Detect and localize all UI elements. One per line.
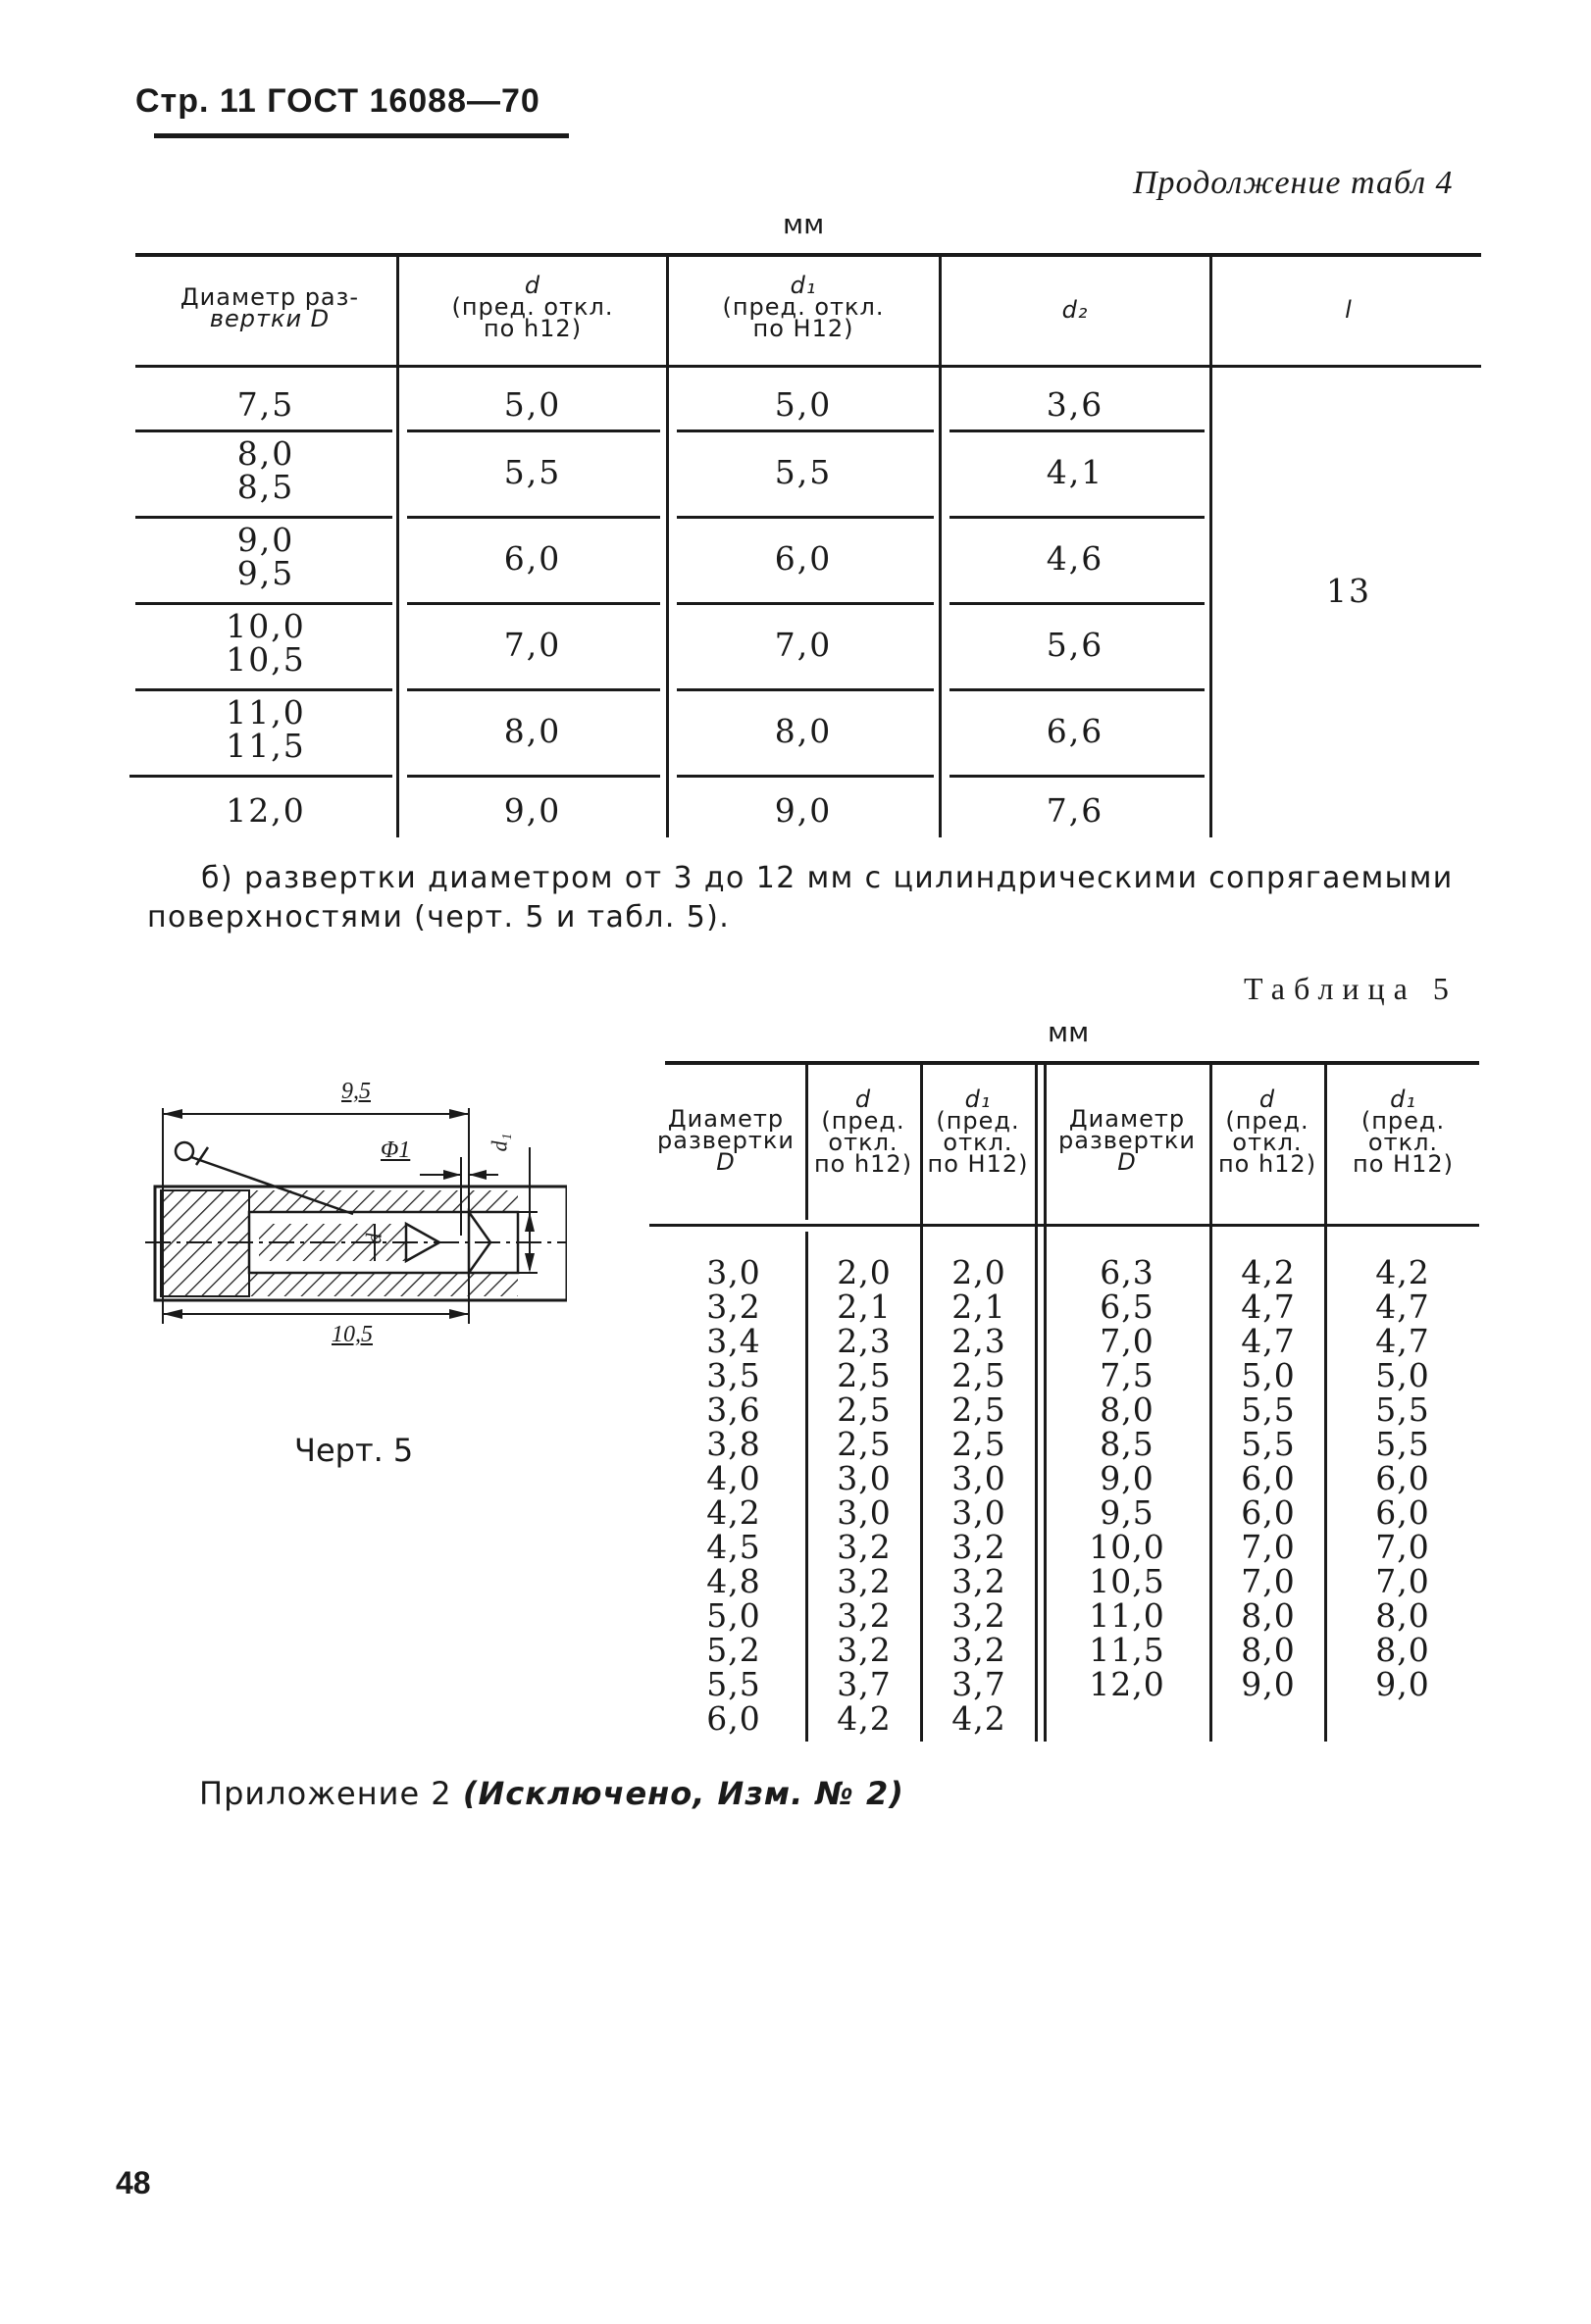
table5-header-d-right: d (пред. откл. по h12) — [1217, 1086, 1317, 1178]
table5-cell: 5,5 — [1241, 1425, 1296, 1463]
paragraph-line-1: б) развертки диаметром от 3 до 12 мм с цилиндрическими сопрягаемыми — [201, 861, 1454, 895]
page-number: 48 — [116, 2165, 151, 2200]
table4-row-rule — [949, 429, 1205, 432]
table5-cell: 3,2 — [837, 1562, 892, 1600]
table4-header-d: d (пред. откл. по h12) — [451, 272, 614, 342]
table5-cell: 3,0 — [837, 1459, 892, 1497]
table5-col-d-right — [1214, 1255, 1322, 1701]
table5-header-D-left: Диаметр развертки D — [657, 1105, 795, 1176]
table5-cell: 6,0 — [1375, 1459, 1430, 1497]
table5-cell: 4,7 — [1375, 1288, 1430, 1326]
table5-cell: 2,5 — [951, 1390, 1006, 1429]
table5-cell: 5,0 — [706, 1596, 761, 1635]
table5-cell: 10,0 — [1089, 1528, 1165, 1566]
table4-header-rule — [135, 365, 1481, 368]
table5-cell: 3,2 — [951, 1528, 1006, 1566]
table4-cell-D: 12,0 — [226, 791, 306, 830]
table5-cell: 3,2 — [706, 1288, 761, 1326]
table5-cell: 9,0 — [1241, 1665, 1296, 1703]
drawing-chert5 — [145, 1069, 567, 1392]
table5-cell: 3,0 — [706, 1253, 761, 1291]
dimension-d: d — [361, 1233, 386, 1244]
table4-row-rule — [129, 775, 392, 778]
table5-top-rule — [665, 1061, 1479, 1065]
table5-cell: 5,5 — [1375, 1425, 1430, 1463]
table4-row-rule — [677, 775, 934, 778]
table5-cell: 3,2 — [951, 1562, 1006, 1600]
table5-cell: 3,4 — [706, 1322, 761, 1360]
table5-cell: 4,2 — [706, 1493, 761, 1532]
table5-cell: 2,3 — [837, 1322, 892, 1360]
table5-cell: 8,0 — [1375, 1596, 1430, 1635]
table5-cell: 6,0 — [1241, 1493, 1296, 1532]
table5-cell: 9,5 — [1100, 1493, 1155, 1532]
table4-cell-d2: 6,6 — [1046, 712, 1104, 750]
table4-row-rule — [407, 429, 660, 432]
table5-cell: 2,3 — [951, 1322, 1006, 1360]
table5-cell: 7,5 — [1100, 1356, 1155, 1394]
page-header: Стр. 11 ГОСТ 16088—70 — [135, 82, 540, 120]
table5-col-d1-right — [1329, 1255, 1476, 1701]
drawing-caption: Черт. 5 — [294, 1432, 414, 1469]
table5-cell: 6,0 — [1375, 1493, 1430, 1532]
table5-cell: 9,0 — [1375, 1665, 1430, 1703]
table4-cell-d2: 7,6 — [1046, 791, 1104, 830]
table4-cell-D: 7,5 — [236, 385, 295, 424]
table4-row-rule — [135, 429, 392, 432]
table5-cell: 8,0 — [1241, 1631, 1296, 1669]
table4-cell-d2: 4,1 — [1046, 453, 1104, 491]
table5-cell: 5,0 — [1375, 1356, 1430, 1394]
table5-cell: 3,2 — [837, 1631, 892, 1669]
table4-cell-d2: 4,6 — [1046, 539, 1104, 578]
table4-top-rule — [135, 253, 1481, 257]
table4-cell-d: 5,5 — [503, 453, 562, 491]
table4-cell-d: 9,0 — [503, 791, 562, 830]
table5-cell: 9,0 — [1100, 1459, 1155, 1497]
paragraph-line-2: поверхностями (черт. 5 и табл. 5). — [147, 900, 731, 935]
table4-header-D: Диаметр раз- вертки D — [180, 283, 360, 332]
table4-row-rule — [407, 688, 660, 691]
table5-col-d-left — [810, 1255, 918, 1736]
table4-row-rule — [135, 688, 392, 691]
appendix-note-bold: (Исключено, Изм. № 2) — [462, 1775, 904, 1812]
table5-cell: 4,7 — [1241, 1322, 1296, 1360]
table5-cell: 3,2 — [951, 1631, 1006, 1669]
table4-row-rule — [407, 516, 660, 519]
table4-cell-d2: 3,6 — [1046, 385, 1104, 424]
table4-cell-d1: 9,0 — [774, 791, 833, 830]
table4-cell-d: 5,0 — [503, 385, 562, 424]
table5-vline — [805, 1232, 808, 1742]
table4-cell-D: 10,0 10,5 — [226, 607, 306, 679]
table5-cell: 11,0 — [1089, 1596, 1165, 1635]
table5-cell: 3,6 — [706, 1390, 761, 1429]
table5-header-rule — [649, 1224, 1479, 1227]
table4-cell-D: 9,0 9,5 — [236, 521, 295, 592]
table5-cell: 2,1 — [837, 1288, 892, 1326]
table4-row-rule — [949, 775, 1205, 778]
table5-cell: 3,8 — [706, 1425, 761, 1463]
appendix-note — [199, 1775, 904, 1812]
table4-cell-d: 6,0 — [503, 539, 562, 578]
table4-vline — [396, 257, 399, 837]
dimension-10-5: 10,5 — [332, 1322, 373, 1347]
table5-cell: 7,0 — [1241, 1562, 1296, 1600]
table4-cell-d: 7,0 — [503, 626, 562, 664]
table5-cell: 7,0 — [1375, 1562, 1430, 1600]
table5-cell: 3,7 — [951, 1665, 1006, 1703]
table5-cell: 3,7 — [837, 1665, 892, 1703]
table5-col-D-left — [667, 1255, 800, 1736]
table5-cell: 5,2 — [706, 1631, 761, 1669]
table5-cell: 7,0 — [1375, 1528, 1430, 1566]
table4-row-rule — [407, 775, 660, 778]
table5-cell: 6,0 — [706, 1699, 761, 1738]
table5-header-d-left: d (пред. откл. по h12) — [813, 1086, 913, 1178]
table5-cell: 2,5 — [837, 1425, 892, 1463]
table5-cell: 5,0 — [1241, 1356, 1296, 1394]
table4-cell-D: 11,0 11,5 — [226, 693, 306, 765]
dimension-phi-1: Φ1 — [381, 1137, 411, 1163]
table5-cell: 2,5 — [837, 1390, 892, 1429]
table5-cell: 5,5 — [1375, 1390, 1430, 1429]
table5-cell: 7,0 — [1241, 1528, 1296, 1566]
table5-cell: 11,5 — [1089, 1631, 1165, 1669]
table4-row-rule — [949, 516, 1205, 519]
table4-row-rule — [677, 429, 934, 432]
table5-cell: 3,0 — [951, 1459, 1006, 1497]
table5-col-D-right — [1048, 1255, 1206, 1701]
table5-cell: 12,0 — [1089, 1665, 1165, 1703]
table4-row-rule — [949, 688, 1205, 691]
table5-vline — [1044, 1065, 1047, 1742]
table4-row-rule — [677, 516, 934, 519]
table5-cell: 2,5 — [951, 1356, 1006, 1394]
table5-header-D-right: Диаметр развертки D — [1058, 1105, 1196, 1176]
table5-cell: 5,5 — [706, 1665, 761, 1703]
table5-cell: 4,5 — [706, 1528, 761, 1566]
table5-header-d1-right: d₁ (пред. откл. по H12) — [1353, 1086, 1454, 1178]
table4-cell-l: 13 — [1326, 572, 1371, 610]
table5-cell: 3,2 — [837, 1528, 892, 1566]
table5-vline — [1035, 1065, 1038, 1742]
table4-header-l: l — [1345, 296, 1353, 324]
table4-vline — [666, 257, 669, 837]
table5-cell: 10,5 — [1089, 1562, 1165, 1600]
table5-cell: 8,5 — [1100, 1425, 1155, 1463]
table5-cell: 2,5 — [951, 1425, 1006, 1463]
table5-cell: 3,2 — [837, 1596, 892, 1635]
table5-title: Таблица 5 — [1244, 971, 1458, 1006]
appendix-note-prefix: Приложение 2 — [199, 1775, 463, 1812]
table5-header-d1-left: d₁ (пред. откл. по H12) — [927, 1086, 1029, 1178]
table4-row-rule — [135, 602, 392, 605]
table5-cell: 5,5 — [1241, 1390, 1296, 1429]
table4-cell-d1: 7,0 — [774, 626, 833, 664]
table4-cell-D: 8,0 8,5 — [236, 434, 295, 506]
table5-cell: 6,5 — [1100, 1288, 1155, 1326]
table5-cell: 8,0 — [1375, 1631, 1430, 1669]
table4-cell-d: 8,0 — [503, 712, 562, 750]
table5-cell: 4,8 — [706, 1562, 761, 1600]
header-rule — [154, 133, 569, 138]
table4-cell-d2: 5,6 — [1046, 626, 1104, 664]
table5-cell: 8,0 — [1241, 1596, 1296, 1635]
table4-continuation-label: Продолжение табл 4 — [1133, 165, 1454, 201]
table5-cell: 4,2 — [1375, 1253, 1430, 1291]
table4-vline — [1209, 257, 1212, 837]
table5-cell: 4,7 — [1375, 1322, 1430, 1360]
table5-cell: 2,0 — [951, 1253, 1006, 1291]
table5-cell: 7,0 — [1100, 1322, 1155, 1360]
table4-row-rule — [135, 516, 392, 519]
table5-cell: 6,3 — [1100, 1253, 1155, 1291]
table4-row-rule — [677, 602, 934, 605]
table5-cell: 4,0 — [706, 1459, 761, 1497]
table4-cell-d1: 8,0 — [774, 712, 833, 750]
table4-row-rule — [407, 602, 660, 605]
table4-header-d2: d₂ — [1061, 296, 1089, 324]
dimension-d1: d₁ — [487, 1133, 512, 1152]
table5-cell: 2,1 — [951, 1288, 1006, 1326]
table5-cell: 8,0 — [1100, 1390, 1155, 1429]
table4-vline — [939, 257, 942, 837]
table4-row-rule — [677, 688, 934, 691]
table5-cell: 3,2 — [951, 1596, 1006, 1635]
table4-header-d1: d₁ (пред. откл. по H12) — [722, 272, 885, 342]
table4-cell-d1: 6,0 — [774, 539, 833, 578]
table4-cell-d1: 5,0 — [774, 385, 833, 424]
table5-col-d1-left — [925, 1255, 1033, 1736]
table5-cell: 3,0 — [951, 1493, 1006, 1532]
table5-cell: 6,0 — [1241, 1459, 1296, 1497]
table5-cell: 4,7 — [1241, 1288, 1296, 1326]
table5-cell: 4,2 — [951, 1699, 1006, 1738]
table5-unit: мм — [1048, 1016, 1090, 1048]
table4-cell-d1: 5,5 — [774, 453, 833, 491]
table5-cell: 2,5 — [837, 1356, 892, 1394]
table5-cell: 4,2 — [1241, 1253, 1296, 1291]
table5-cell: 4,2 — [837, 1699, 892, 1738]
table5-cell: 3,5 — [706, 1356, 761, 1394]
dimension-9-5: 9,5 — [341, 1079, 371, 1104]
table4-row-rule — [949, 602, 1205, 605]
table4-unit: мм — [783, 208, 825, 240]
table5-cell: 3,0 — [837, 1493, 892, 1532]
table5-cell: 2,0 — [837, 1253, 892, 1291]
